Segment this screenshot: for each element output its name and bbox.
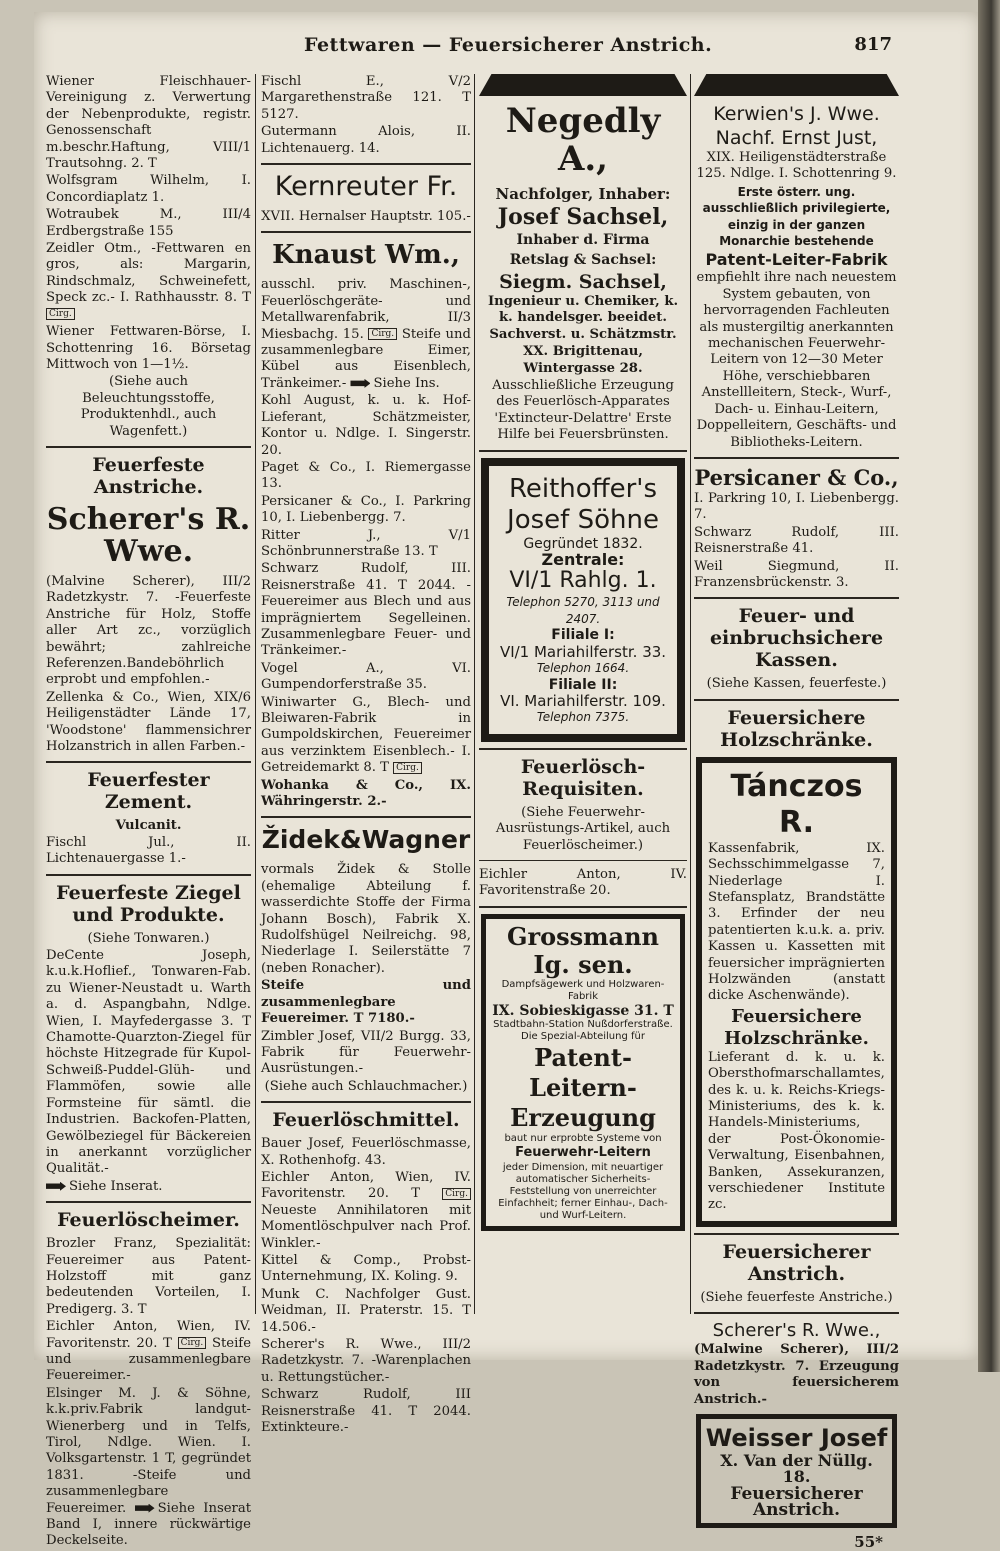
entry: Fischl E., V/2 Margarethenstraße 121. T 5127. <box>261 74 471 122</box>
entry: Eichler Anton, IV. Favoritenstraße 20. <box>479 866 687 899</box>
section-heading: Feuersichere Holzschränke. <box>720 706 873 751</box>
pointing-hand-icon <box>135 1504 155 1513</box>
divider <box>694 597 899 599</box>
weisser-advertisement <box>696 1414 897 1528</box>
column-3 <box>479 74 687 1237</box>
entry-text: Siehe Inserat. <box>69 1178 163 1194</box>
entry-text: Winiwarter G., Blech- und Bleiwaren-Fabrik in Gumpoldskirchen, Feuereimer aus verzinktem Eisenblech.- I. Getreidemarkt 8. T <box>261 694 471 776</box>
pointing-hand-icon <box>350 379 370 388</box>
entry: Steife und zusammenlegbare Feuereimer. T 7180.- <box>261 978 471 1027</box>
book-spine-edge <box>978 0 1000 1372</box>
ad-line: Josef Söhne <box>507 504 659 535</box>
advertisement-name: Josef Sachsel, <box>497 204 669 230</box>
section-heading: Feuerfester Zement. <box>87 769 210 814</box>
entry <box>46 241 251 323</box>
entry-text: Elsinger M. J. & Söhne, k.k.priv.Fabrik landgut-Wienerberg und in Telfs, Tirol, Ndlge. Wien. I. Volksgartenstr. 1 T, gegründet 1831. -Steife und zusammenlegbare Feuereimer. <box>46 1385 251 1516</box>
column-divider <box>474 74 475 1314</box>
ad-line: Feuersichere Holzschränke. <box>724 1005 869 1049</box>
ad-line: Lieferant d. k. u. k. Obersthofmarschallamtes, des k. u. k. Reichs-Kriegs-Ministeriums, des k. k. Handels-Ministeriums, der Post-Ökonomie-Verwaltung, Eisenbahnen, Banken, Assekuranzen, verschiedener Institute zc. <box>708 1049 885 1213</box>
advertisement-text: empfiehlt ihre nach neuestem System gebauten, von hervorragenden Fachleuten als mustergiltig anerkannten mechanischen Feuerwehr-Leitern von 12—30 Meter Höhe, verschiebbaren Anstellleitern, Steck-, Wurf-, Dach- u. Einhau-Leitern, Doppelleitern, Geschäfts- und Bibliotheks-Leitern. <box>696 270 897 450</box>
entry: Persicaner & Co., I. Parkring 10, I. Liebenbergg. 7. <box>261 493 471 526</box>
column-1 <box>46 74 251 1551</box>
entry: Wolfsgram Wilhelm, I. Concordiaplatz 1. <box>46 173 251 205</box>
cross-reference: (Siehe Kassen, feuerfeste.) <box>706 676 887 692</box>
signature-mark: 55* <box>854 1532 883 1551</box>
entry: Gutermann Alois, II. Lichtenauerg. 14. <box>261 124 471 156</box>
divider <box>46 1201 251 1203</box>
grossmann-advertisement <box>481 914 685 1231</box>
entry: vormals Židek & Stolle (ehemalige Abteilung f. wasserdichte Stoffe der Firma Johann Bosch), Fabrik X. Rudolfshügel Neilreichg. 98, Niederlage I. Seilerstätte 7 (neben Ronacher). <box>261 862 471 976</box>
divider <box>479 906 687 908</box>
cross-reference: (Siehe auch Beleuchtungsstoffe, Produktenhdl., auch Wagenfett.) <box>80 374 217 439</box>
entry: Wohanka & Co., IX. Währingerstr. 2.- <box>261 777 471 810</box>
entry: Wotraubek M., III/4 Erdbergstraße 155 <box>46 207 251 239</box>
advertisement-title: Kernreuter Fr. <box>274 171 458 203</box>
entry: Schwarz Rudolf, III. Reisnerstraße 41. <box>694 524 899 557</box>
ad-line: Reithoffer's <box>509 473 657 504</box>
divider <box>694 457 899 459</box>
advertisement-name: Siegm. Sachsel, <box>499 271 667 293</box>
entry <box>261 1170 471 1252</box>
entry: Wiener Fettwaren-Börse, I. Schottenring 16. Börsetag Mittwoch von 1—1½. <box>46 324 251 372</box>
entry <box>46 1319 251 1385</box>
ad-line: Kassenfabrik, IX. Sechsschimmelgasse 7, Niederlage I. Stefansplatz, Brandstätte 3. Erfinder der neu patentierten k.u.k. a. priv. Kassen u. Kassetten mit feuersicher imprägnierten Holzwänden (anstatt dicke Aschenwände). <box>708 840 885 1004</box>
ad-line: Feuersicherer Anstrich. <box>730 1483 863 1521</box>
entry: DeCente Joseph, k.u.k.Hoflief., Tonwaren-Fab. zu Wiener-Neustadt u. Warth a. d. Aspangbahn, Ndlge. Wien, I. Mayfedergasse 3. T Chamotte-Quarzton-Ziegel für höchste Hitzegrade für Kupol-Schweiß-Puddel-Glüh- und Flammöfen, sowie alle Formsteine für sämtl. die Industrien. Backofen-Platten, Gewölbeziegel für Bäckereien in anerkannt vorzüglicher Qualität.- <box>46 948 251 1177</box>
divider <box>46 874 251 876</box>
entry: Zimbler Josef, VII/2 Burgg. 33, Fabrik für Feuerwehr-Ausrüstungen.- <box>261 1028 471 1077</box>
advertisement-title: Scherer's R. Wwe., <box>712 1320 881 1342</box>
divider <box>261 163 471 165</box>
ad-banner <box>479 74 687 96</box>
advertisement-text: Ingenieur u. Chemiker, k. k. handelsger. beeidet. Sachverst. u. Schätzmstr. <box>487 294 679 342</box>
entry: Schwarz Rudolf, III Reisnerstraße 41. T 2044. Extinkteure.- <box>261 1387 471 1436</box>
advertisement-title: Scherer's R. Wwe. <box>46 501 251 569</box>
ad-line: X. Van der Nüllg. 18. <box>720 1450 873 1487</box>
entry: Weil Siegmund, II. Franzensbrückenstr. 3. <box>694 558 899 590</box>
entry-text: ausschl. priv. Maschinen-, Feuerlöschgeräte- und Metallwarenfabrik, II/3 Miesbachg. 15. <box>261 277 471 342</box>
advertisement-text: Ausschließliche Erzeugung des Feuerlösch-Apparates 'Extincteur-Delattre' Erste Hilfe bei Feuersbrünsten. <box>492 378 674 443</box>
section-heading: Feuer- und einbruchsichere Kassen. <box>709 605 884 672</box>
divider <box>479 748 687 750</box>
divider <box>694 1233 899 1235</box>
advertisement-subtitle: Retslag & Sachsel: <box>509 252 657 268</box>
cirg-tag: Cirg. <box>46 308 75 320</box>
ad-line: Weisser Josef <box>705 1423 888 1452</box>
ad-line: VI/1 Mariahilferstr. 33. <box>499 642 667 661</box>
advertisement-title: Knaust Wm., <box>272 240 460 271</box>
ad-line: Telephon 5270, 3113 und 2407. <box>506 595 660 626</box>
entry: Zellenka & Co., Wien, XIX/6 Heiligenstädter Lände 17, 'Woodstone' flammensichrer Holzanstrich in allen Farben.- <box>46 689 251 754</box>
divider <box>261 231 471 233</box>
cross-reference: (Siehe feuerfeste Anstriche.) <box>700 1289 893 1305</box>
advertisement-subtitle: Inhaber d. Firma <box>516 232 650 248</box>
column-2 <box>261 74 471 1437</box>
ad-line: Feuerwehr-Leitern <box>515 1145 651 1161</box>
ad-line: Grossmann Ig. sen. <box>506 921 659 979</box>
column-4 <box>694 74 899 1550</box>
advertisement-address: XIX. Heiligenstädterstraße 125. Ndlge. I. Schottenring 9. <box>696 150 897 182</box>
cross-reference: (Siehe Feuerwehr-Ausrüstungs-Artikel, auch Feuerlöscheimer.) <box>495 804 671 853</box>
entry: Scherer's R. Wwe., III/2 Radetzkystr. 7. -Warenplachen u. Rettungstücher.- <box>261 1337 471 1385</box>
section-heading: Feuerfeste Anstriche. <box>92 453 205 498</box>
advertisement-title: Patent-Leiter-Fabrik <box>705 250 888 270</box>
advertisement-title: Persicaner & Co., <box>694 464 899 490</box>
column-divider <box>690 74 691 1314</box>
ad-line: Zentrale: <box>541 550 625 570</box>
ad-line: VI. Mariahilferstr. 109. <box>500 691 666 710</box>
ad-line: Telephon 7375. <box>536 710 630 725</box>
book-page <box>34 12 980 1551</box>
ad-line: Filiale I: <box>551 627 615 644</box>
section-heading: Feuerlöschmittel. <box>272 1109 460 1132</box>
cirg-tag: Cirg. <box>442 1188 471 1200</box>
entry: Bauer Josef, Feuerlöschmasse, X. Rothenhofg. 43. <box>261 1136 471 1168</box>
entry-text: Eichler Anton, Wien, IV. Favoritenstr. 20. T <box>261 1169 471 1202</box>
entry: Ritter J., V/1 Schönbrunnerstraße 13. T <box>261 527 471 559</box>
page-number: 817 <box>854 34 892 55</box>
divider <box>694 699 899 701</box>
entry: Brozler Franz, Spezialität: Feuereimer aus Patent-Holzstoff mit ganz bedeutenden Vorteilen, I. Predigerg. 3. T <box>46 1236 251 1317</box>
divider <box>479 860 687 861</box>
ad-line: jeder Dimension, mit neuartiger automatischer Sicherheits-Feststellung von unerreichter Einfachheit; ferner Einhau-, Dach- und Wurf-Leitern. <box>498 1161 668 1221</box>
advertisement-subtitle: Nachfolger, Inhaber: <box>495 185 671 203</box>
cross-reference: (Siehe Tonwaren.) <box>87 930 210 946</box>
entry: Fischl Jul., II. Lichtenauergasse 1.- <box>46 834 251 867</box>
entry-text: Siehe Ins. <box>373 375 440 391</box>
entry-text: Steife und zusammenlegbare Feuereimer.- <box>46 1335 251 1384</box>
entry-text: Neueste Annihilatoren mit Momentlöschpulver nach Prof. Winkler.- <box>261 1202 471 1251</box>
entry: Vogel A., VI. Gumpendorferstraße 35. <box>261 660 471 693</box>
entry: Schwarz Rudolf, III. Reisnerstraße 41. T 2044. -Feuereimer aus Blech und aus imprägniertem Segelleinen. Zusammenlegbare Feuer- und Tränkeimer.- <box>261 561 471 659</box>
advertisement-title: Kerwien's J. Wwe. <box>713 103 880 125</box>
header-title: Fettwaren — Feuersicherer Anstrich. <box>304 34 713 56</box>
entry: Munk C. Nachfolger Gust. Weidman, II. Praterstr. 15. T 14.506.- <box>261 1286 471 1335</box>
section-heading: Feuerlöscheimer. <box>57 1209 240 1232</box>
cirg-tag: Cirg. <box>178 1337 207 1349</box>
tanczos-advertisement <box>696 757 897 1227</box>
entry: Wiener Fleischhauer-Vereinigung z. Verwertung der Nebenprodukte, registr. Genossenschaft m.beschr.Haftung, VIII/1 Trautsohng. 2. T <box>46 74 251 172</box>
entry-text: Siehe Inserat Band I, innere rückwärtige Deckelseite. <box>46 1500 251 1549</box>
reithoffer-advertisement <box>481 458 685 742</box>
entry <box>261 695 471 777</box>
advertisement-address: XX. Brigittenau, Wintergasse 28. <box>523 344 643 376</box>
cirg-tag: Cirg. <box>393 762 422 774</box>
entry: Kohl August, k. u. k. Hof-Lieferant, Schätzmeister, Kontor u. Ndlge. I. Singerstr. 20. <box>261 393 471 458</box>
section-heading: Feuerlösch-Requisiten. <box>520 755 646 800</box>
ad-line: Die Spezial-Abteilung für <box>521 1031 645 1043</box>
section-heading: Feuersicherer Anstrich. <box>722 1240 871 1285</box>
pointing-hand-icon <box>46 1182 66 1191</box>
entry <box>46 1179 251 1195</box>
ad-line: Gegründet 1832. <box>523 535 643 552</box>
entry: I. Parkring 10, I. Liebenbergg. 7. <box>694 490 899 523</box>
advertisement-address: XVII. Hernalser Hauptstr. 105.- <box>261 209 471 225</box>
section-heading: Feuerfeste Ziegel und Produkte. <box>56 881 241 926</box>
entry-text: Eichler Anton, Wien, IV. Favoritenstr. 20. T <box>46 1319 251 1351</box>
entry: (Malvine Scherer), III/2 Radetzkystr. 7. -Feuerfeste Anstriche für Holz, Stoffe aller Art zc., vorzüglich bewährt; zahlreiche Referenzen.Bandeböhrlich erprobt und empfohlen.- <box>46 573 251 688</box>
running-header <box>34 34 980 64</box>
ad-line: Stadtbahn-Station Nußdorferstraße. <box>493 1019 673 1031</box>
cirg-tag: Cirg. <box>368 328 397 340</box>
ad-banner <box>694 74 899 96</box>
advertisement-text: Erste österr. ung. ausschließlich privilegierte, einzig in der ganzen Monarchie bestehende <box>702 184 891 249</box>
subheading: Vulcanit. <box>115 818 182 834</box>
entry: Paget & Co., I. Riemergasse 13. <box>261 459 471 492</box>
divider <box>261 1101 471 1103</box>
ad-line: Telephon 1664. <box>536 661 630 676</box>
ad-line: VI/1 Rahlg. 1. <box>509 568 657 594</box>
divider <box>46 761 251 763</box>
ad-line: IX. Sobieskigasse 31. T <box>492 1002 674 1019</box>
entry <box>261 277 471 392</box>
divider <box>46 446 251 448</box>
divider <box>694 1312 899 1314</box>
entry: Kittel & Comp., Probst-Unternehmung, IX. Koling. 9. <box>261 1252 471 1285</box>
column-divider <box>255 74 256 1314</box>
advertisement-title: Nachf. Ernst Just, <box>715 127 878 149</box>
ad-line: Dampfsägewerk und Holzwaren-Fabrik <box>501 978 665 1002</box>
advertisement-title: Židek&Wagner <box>261 825 471 855</box>
ad-line: Patent-Leitern-Erzeugung <box>510 1043 656 1133</box>
ad-line: baut nur erprobte Systeme von <box>504 1133 662 1145</box>
ad-line: Filiale II: <box>548 676 618 693</box>
entry <box>46 1386 251 1550</box>
cross-reference: (Siehe auch Schlauchmacher.) <box>264 1078 468 1094</box>
advertisement-title: Negedly A., <box>505 101 661 179</box>
entry-text: Steife und zusammenlegbare Eimer, Kübel aus Eisenblech, Tränkeimer.- <box>261 326 471 391</box>
entry: (Malwine Scherer), III/2 Radetzkystr. 7. Erzeugung von feuersicherem Anstrich.- <box>694 1342 899 1407</box>
entry-text: Zeidler Otm., -Fettwaren en gros, als: Margarin, Rindschmalz, Schweinefett, Speck zc.- I. Rathhausstr. 8. T <box>46 241 251 306</box>
ad-line: Tánczos R. <box>730 768 863 840</box>
divider <box>479 450 687 452</box>
divider <box>261 816 471 818</box>
